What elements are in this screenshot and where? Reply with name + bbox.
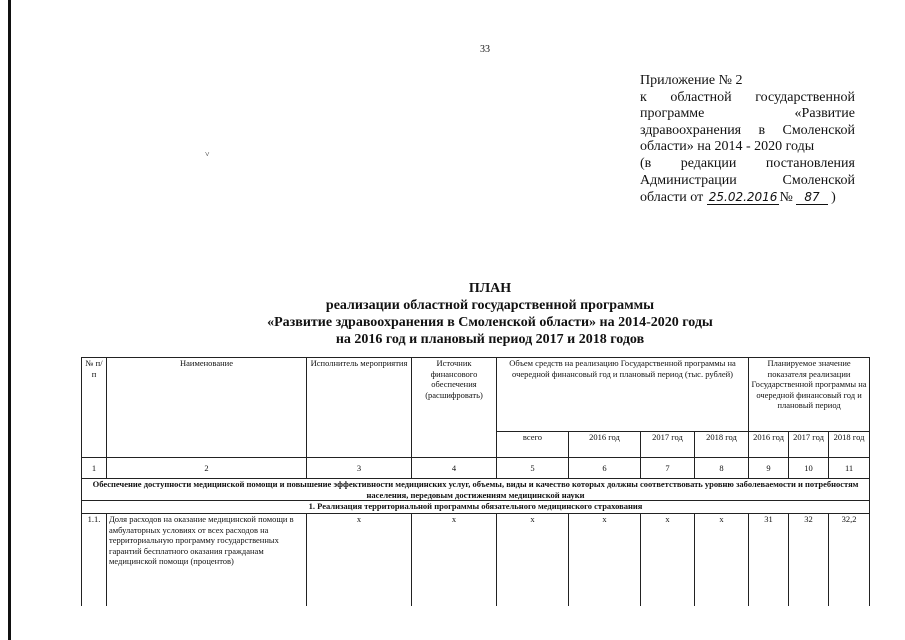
section-row: 1. Реализация территориальной программы обязательного медицинского страхования [82, 501, 870, 514]
appendix-line: области» на 2014 - 2020 годы [640, 139, 815, 155]
header-source: Источник финансового обеспечения (расшифровать) [412, 358, 497, 458]
row-indicator-2016: 31 [749, 514, 789, 606]
header-executor: Исполнитель мероприятия [307, 358, 412, 458]
row-indicator-2017: 32 [789, 514, 829, 606]
appendix-note [640, 73, 855, 207]
appendix-last-line [640, 189, 855, 207]
header-funds: Объем средств на реализацию Государственной программы на очередной финансовый год и плановый период (тыс. рублей) [497, 358, 749, 432]
header-indicator-2016: 2016 год [749, 432, 789, 458]
column-number: 10 [789, 458, 829, 479]
header-indicator: Планируемое значение показателя реализации Государственной программы на очередной финансовый год и плановый период [749, 358, 870, 432]
row-indicator-2018: 32,2 [829, 514, 870, 606]
row-total: х [497, 514, 569, 606]
appendix-date-prefix: области от [640, 190, 704, 206]
handwritten-date: 25.02.2016 [708, 190, 778, 205]
stray-mark: ˅ [205, 150, 210, 159]
title-line-3: «Развитие здравоохранения в Смоленской области» на 2014-2020 годы [267, 315, 713, 330]
title-line-2: реализации областной государственной программы [325, 298, 655, 313]
row-source: х [412, 514, 497, 606]
column-number: 9 [749, 458, 789, 479]
column-number: 4 [412, 458, 497, 479]
row-2018: х [695, 514, 749, 606]
header-total: всего [497, 432, 569, 458]
appendix-line: Администрации Смоленской [640, 172, 855, 188]
row-2016: х [569, 514, 641, 606]
appendix-line: здравоохранения в Смоленской [640, 122, 855, 138]
column-number: 1 [82, 458, 107, 479]
row-2017: х [641, 514, 695, 606]
title-line-4: на 2016 год и плановый период 2017 и 2018 годов [335, 332, 645, 347]
page-number: 33 [480, 44, 490, 55]
header-indicator-2017: 2017 год [789, 432, 829, 458]
plan-table [81, 357, 870, 606]
row-num: 1.1. [82, 514, 107, 606]
appendix-line: (в редакции постановления [640, 155, 855, 171]
column-number: 8 [695, 458, 749, 479]
closing-paren: ) [831, 190, 836, 206]
column-number: 5 [497, 458, 569, 479]
row-name: Доля расходов на оказание медицинской помощи в амбулаторных условиях от всех расходов на территориальную программу государственных гарантий бесплатного оказания гражданам медицинской помощи (процентов) [107, 514, 307, 606]
column-number: 6 [569, 458, 641, 479]
header-num: № п/п [82, 358, 107, 458]
document-title [200, 280, 780, 348]
goal-row: Обеспечение доступности медицинской помощи и повышение эффективности медицинских услуг, объемы, виды и качество которых должны соответствовать уровню заболеваемости и потребностям населения, передовым достижениям медицинской науки [82, 479, 870, 501]
column-number: 7 [641, 458, 695, 479]
header-name: Наименование [107, 358, 307, 458]
page-edge-line [8, 0, 11, 640]
header-2018: 2018 год [695, 432, 749, 458]
header-2017: 2017 год [641, 432, 695, 458]
row-executor: х [307, 514, 412, 606]
number-label: № [779, 190, 793, 206]
column-number: 3 [307, 458, 412, 479]
header-indicator-2018: 2018 год [829, 432, 870, 458]
header-2016: 2016 год [569, 432, 641, 458]
appendix-line: программе «Развитие [640, 106, 855, 122]
handwritten-number: 87 [796, 190, 827, 205]
column-number: 2 [107, 458, 307, 479]
column-number: 11 [829, 458, 870, 479]
appendix-line: Приложение № 2 [640, 73, 743, 88]
appendix-line: к областной государственной [640, 89, 855, 105]
title-line-1: ПЛАН [468, 281, 512, 296]
